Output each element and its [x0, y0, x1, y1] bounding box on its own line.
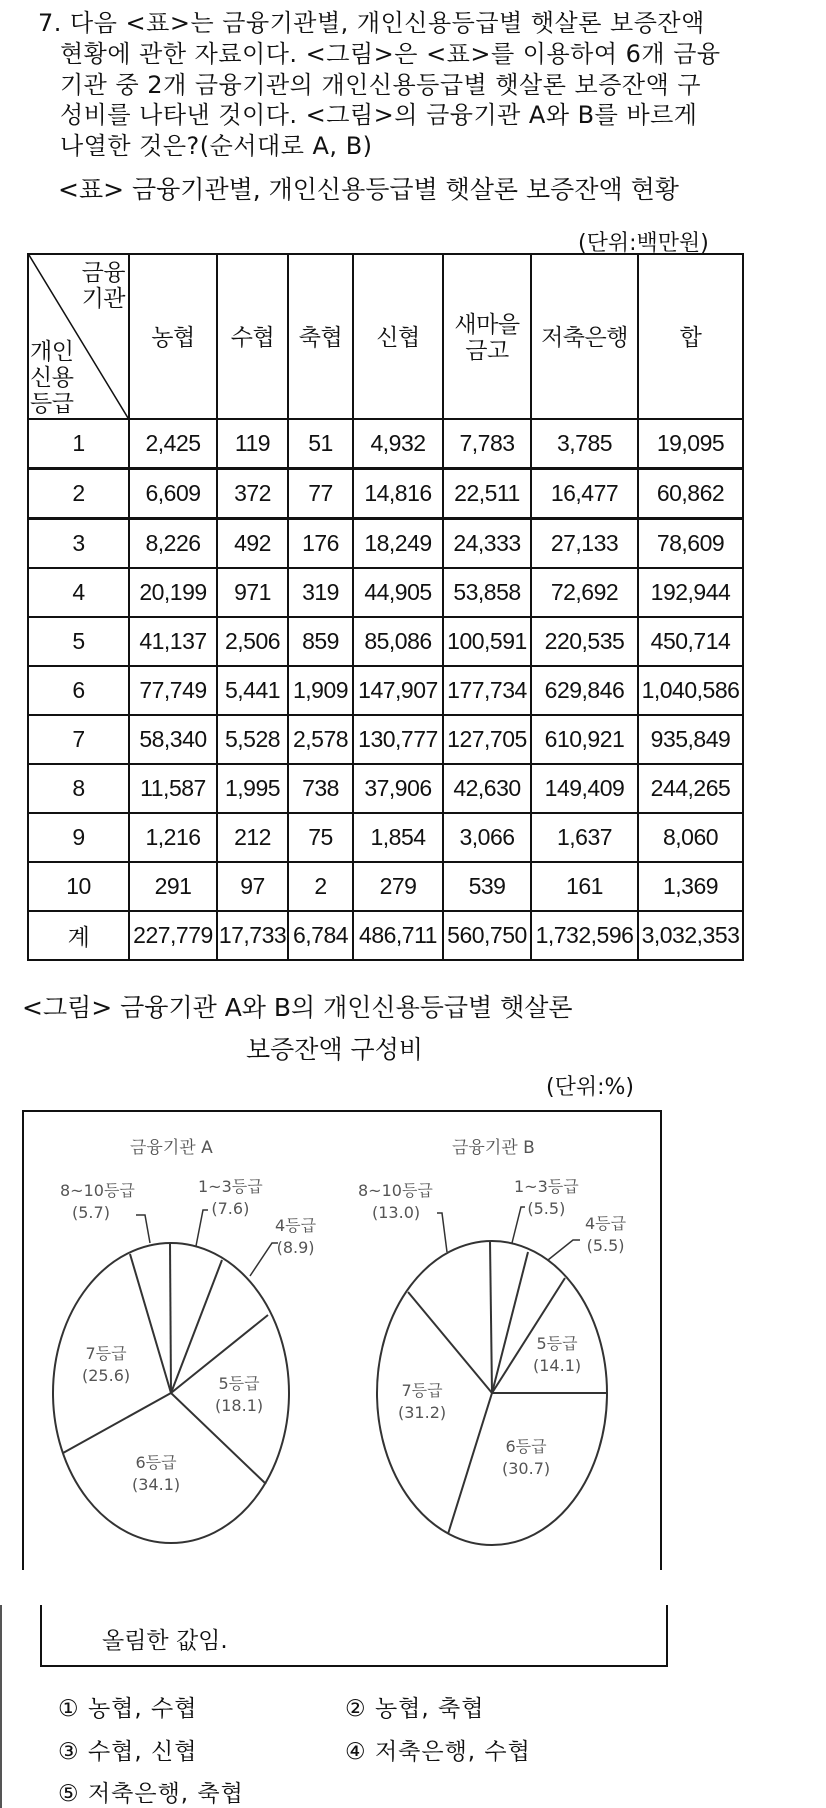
grade-cell: 계 [28, 911, 129, 960]
col-header-chukhyup: 축협 [288, 254, 353, 419]
choice-3[interactable]: ③ 수협, 신협 [58, 1739, 198, 1765]
question-line-3: 기관 중 2개 금융기관의 개인신용등급별 햇살론 보증잔액 구 [60, 71, 702, 99]
table-row: 4 20,199 971 319 44,905 53,858 72,692 192,944 [28, 568, 743, 617]
pie-a-label-4: 4등급 (8.9) [275, 1216, 317, 1257]
pie-b-label-7: 7등급 (31.2) [398, 1381, 447, 1422]
corner-label-grade: 개인 신용 등급 [30, 338, 74, 416]
corner-label-institution: 금융 기관 [81, 259, 125, 311]
question-line-2: 현황에 관한 자료이다. <그림>은 <표>를 이용하여 6개 금융 [60, 40, 721, 68]
question-line-1: 7. 다음 <표>는 금융기관별, 개인신용등급별 햇살론 보증잔액 [38, 9, 705, 37]
question-number: 7. [38, 9, 62, 37]
grade-cell: 6 [28, 666, 129, 715]
choice-5[interactable]: ⑤ 저축은행, 축협 [58, 1781, 244, 1807]
figure-unit: (단위:%) [546, 1075, 634, 1100]
col-header-nonghyup: 농협 [129, 254, 217, 419]
question-line-5: 나열한 것은?(순서대로 A, B) [60, 132, 373, 160]
page-left-rule [0, 1605, 2, 1808]
pie-b-label-5: 5등급 (14.1) [533, 1334, 582, 1375]
table-row: 3 8,226 492 176 18,249 24,333 27,133 78,609 [28, 519, 743, 569]
choice-2[interactable]: ② 농협, 축협 [345, 1696, 485, 1722]
col-header-savings-bank: 저축은행 [531, 254, 638, 419]
grade-cell: 5 [28, 617, 129, 666]
note-text: 올림한 값임. [102, 1628, 228, 1654]
figure-title-line-1: <그림> 금융기관 A와 B의 개인신용등급별 햇살론 [22, 993, 573, 1022]
table-unit: (단위:백만원) [578, 231, 709, 256]
table-row: 8 11,587 1,995 738 37,906 42,630 149,409 244,265 [28, 764, 743, 813]
grade-cell: 10 [28, 862, 129, 911]
col-header-suhyup: 수협 [217, 254, 288, 419]
grade-cell: 4 [28, 568, 129, 617]
grade-cell: 7 [28, 715, 129, 764]
table-total-row: 계 227,779 17,733 6,784 486,711 560,750 1,732,596 3,032,353 [28, 911, 743, 960]
table-row: 9 1,216 212 75 1,854 3,066 1,637 8,060 [28, 813, 743, 862]
pie-a-label-8-10: 8~10등급 (5.7) [60, 1181, 135, 1222]
pie-b-label-4: 4등급 (5.5) [585, 1214, 627, 1255]
grade-cell: 3 [28, 519, 129, 569]
pie-b-label-6: 6등급 (30.7) [502, 1437, 551, 1478]
grade-cell: 1 [28, 419, 129, 469]
table-row: 6 77,749 5,441 1,909 147,907 177,734 629,846 1,040,586 [28, 666, 743, 715]
table-row: 7 58,340 5,528 2,578 130,777 127,705 610,921 935,849 [28, 715, 743, 764]
pie-a-label-5: 5등급 (18.1) [215, 1374, 264, 1415]
question-line-4: 성비를 나타낸 것이다. <그림>의 금융기관 A와 B를 바르게 [60, 101, 698, 129]
grade-cell: 9 [28, 813, 129, 862]
figure-title-line-2: 보증잔액 구성비 [246, 1035, 423, 1064]
pie-a-label-7: 7등급 (25.6) [82, 1344, 131, 1385]
pie-a-label-1-3: 1~3등급 (7.6) [198, 1177, 263, 1218]
grade-cell: 2 [28, 469, 129, 519]
pie-b-title: 금융기관 B [452, 1138, 535, 1158]
table-title: <표> 금융기관별, 개인신용등급별 햇살론 보증잔액 현황 [58, 175, 679, 204]
pie-a-title: 금융기관 A [130, 1138, 213, 1158]
choice-1[interactable]: ① 농협, 수협 [58, 1696, 198, 1722]
pie-b-label-1-3: 1~3등급 (5.5) [514, 1177, 579, 1218]
col-header-saemaeul: 새마을 금고 [443, 254, 531, 419]
pie-b-label-8-10: 8~10등급 (13.0) [358, 1181, 433, 1222]
col-header-shinhyup: 신협 [353, 254, 443, 419]
choice-4[interactable]: ④ 저축은행, 수협 [345, 1739, 531, 1765]
col-header-total: 합 [638, 254, 743, 419]
table-row: 10 291 97 2 279 539 161 1,369 [28, 862, 743, 911]
table-row: 5 41,137 2,506 859 85,086 100,591 220,535 450,714 [28, 617, 743, 666]
grade-cell: 8 [28, 764, 129, 813]
table-row: 1 2,425 119 51 4,932 7,783 3,785 19,095 [28, 419, 743, 469]
pie-a-label-6: 6등급 (34.1) [132, 1453, 181, 1494]
table-row: 2 6,609 372 77 14,816 22,511 16,477 60,862 [28, 469, 743, 519]
